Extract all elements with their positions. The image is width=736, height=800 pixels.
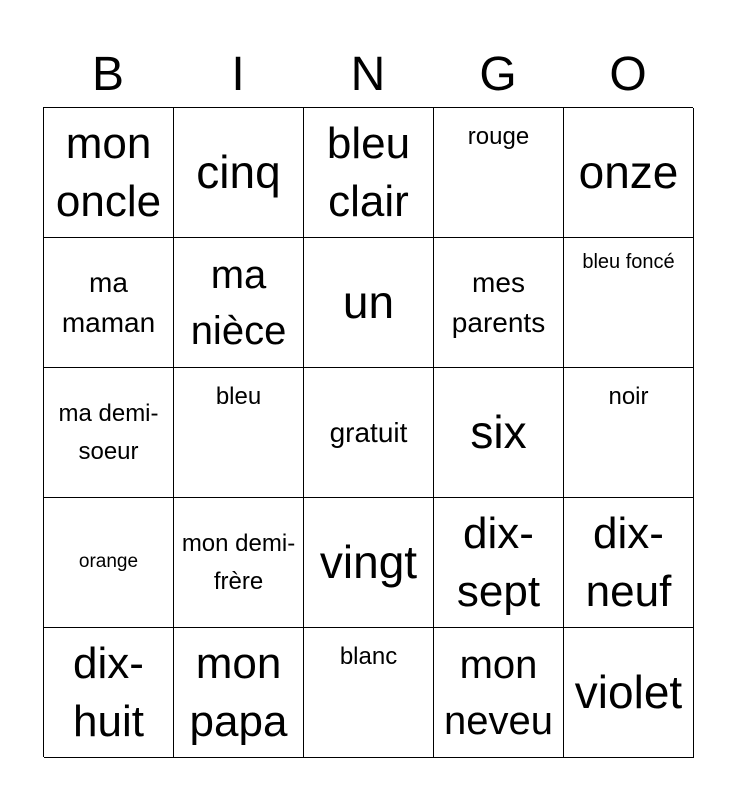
- header-letter-i: I: [231, 48, 245, 101]
- cell-label: mon demi-frère: [181, 530, 296, 595]
- bingo-cell[interactable]: [564, 628, 694, 758]
- bingo-cell[interactable]: [564, 368, 694, 498]
- bingo-cell[interactable]: [44, 498, 174, 628]
- cell-label: mes parents: [451, 267, 546, 338]
- bingo-cell[interactable]: [44, 628, 174, 758]
- header-letter-b: B: [91, 48, 124, 101]
- bingo-cell[interactable]: [174, 108, 304, 238]
- bingo-cell[interactable]: [434, 628, 564, 758]
- cell-label: orange: [78, 551, 139, 573]
- cell-label: dix-huit: [73, 639, 144, 746]
- bingo-cell[interactable]: [434, 498, 564, 628]
- cell-label: bleu: [215, 383, 262, 410]
- bingo-cell[interactable]: [174, 498, 304, 628]
- bingo-header: [43, 44, 693, 106]
- bingo-cell[interactable]: [564, 498, 694, 628]
- bingo-board: [43, 107, 693, 757]
- bingo-cell[interactable]: [434, 108, 564, 238]
- cell-label: noir: [608, 383, 649, 410]
- cell-label: gratuit: [329, 416, 408, 448]
- cell-label: vingt: [319, 535, 418, 588]
- bingo-cell[interactable]: [564, 108, 694, 238]
- cell-label: cinq: [196, 145, 281, 198]
- cell-label: bleu clair: [326, 119, 411, 226]
- cell-label: six: [470, 405, 527, 458]
- bingo-cell[interactable]: [44, 108, 174, 238]
- cell-label: ma maman: [61, 267, 156, 338]
- cell-label: dix-neuf: [585, 509, 672, 616]
- cell-label: ma nièce: [190, 252, 287, 353]
- bingo-cell[interactable]: [304, 108, 434, 238]
- bingo-cell[interactable]: [174, 238, 304, 368]
- bingo-cell[interactable]: [304, 628, 434, 758]
- cell-label: blanc: [339, 643, 398, 670]
- bingo-cell[interactable]: [44, 238, 174, 368]
- bingo-cell[interactable]: [44, 368, 174, 498]
- bingo-cell[interactable]: [304, 238, 434, 368]
- header-letter-n: N: [350, 48, 386, 101]
- bingo-cell[interactable]: [304, 368, 434, 498]
- cell-label: ma demi-soeur: [58, 400, 159, 465]
- header-letter-o: O: [609, 48, 647, 101]
- bingo-cell[interactable]: [564, 238, 694, 368]
- cell-label: un: [342, 275, 395, 328]
- bingo-cell[interactable]: [434, 238, 564, 368]
- cell-label: rouge: [467, 123, 530, 150]
- cell-label: mon neveu: [444, 642, 553, 743]
- bingo-cell[interactable]: [174, 628, 304, 758]
- cell-label: mon papa: [189, 639, 288, 746]
- header-letter-g: G: [479, 48, 517, 101]
- cell-label: violet: [574, 665, 683, 718]
- cell-label: bleu foncé: [582, 251, 675, 273]
- bingo-cell[interactable]: [304, 498, 434, 628]
- bingo-cell[interactable]: [174, 368, 304, 498]
- cell-label: mon oncle: [55, 119, 162, 226]
- cell-label: dix-sept: [456, 509, 541, 616]
- cell-label: onze: [578, 145, 679, 198]
- bingo-cell[interactable]: [434, 368, 564, 498]
